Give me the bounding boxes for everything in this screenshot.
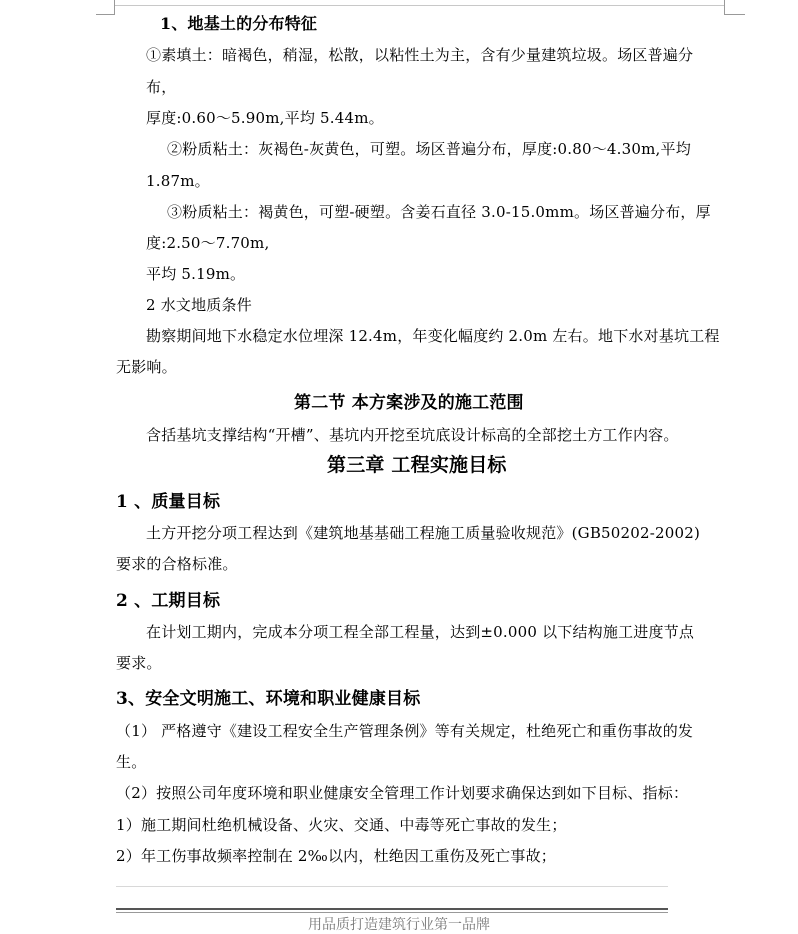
paragraph-line: 勘察期间地下水稳定水位埋深 12.4m，年变化幅度约 2.0m 左右。地下水对基坑工程 [146, 327, 720, 345]
paragraph-line: ①素填土：暗褐色，稍湿，松散，以粘性土为主，含有少量建筑垃圾。场区普遍分 [146, 46, 694, 64]
paragraph-line: （1） 严格遵守《建设工程安全生产管理条例》等有关规定，杜绝死亡和重伤事故的发 [116, 722, 694, 740]
goal-heading: 1 、质量目标 [116, 492, 221, 512]
paragraph-line: ③粉质粘土：褐黄色，可塑-硬塑。含姜石直径 3.0-15.0mm。场区普遍分布，厚 [167, 203, 711, 221]
paragraph-line: （2）按照公司年度环境和职业健康安全管理工作计划要求确保达到如下目标、指标： [116, 784, 689, 802]
paragraph-line: 生。 [116, 753, 147, 771]
crop-mark-right [725, 14, 745, 15]
footer-rule-thin [116, 912, 668, 913]
goal-heading: 3、安全文明施工、环境和职业健康目标 [116, 689, 421, 709]
footer-slogan: 用品质打造建筑行业第一品牌 [308, 917, 490, 933]
section-title: 2 水文地质条件 [146, 296, 252, 314]
footer-box [116, 886, 668, 907]
section-heading: 第二节 本方案涉及的施工范围 [294, 393, 524, 413]
paragraph-line: 无影响。 [116, 358, 177, 376]
header-line [115, 5, 724, 6]
paragraph-line: 平均 5.19m。 [146, 265, 246, 283]
paragraph-line: 1.87m。 [146, 172, 210, 190]
section-title: 1、地基土的分布特征 [160, 14, 318, 33]
paragraph-line: 2）年工伤事故频率控制在 2‰以内，杜绝因工重伤及死亡事故； [116, 847, 556, 865]
paragraph-line: 在计划工期内，完成本分项工程全部工程量，达到±0.000 以下结构施工进度节点 [146, 623, 695, 641]
paragraph-line: 度:2.50～7.70m, [146, 234, 270, 252]
paragraph-line: 含括基坑支撑结构“开槽”、基坑内开挖至坑底设计标高的全部挖土方工作内容。 [146, 426, 679, 444]
crop-mark-right-v [724, 0, 725, 15]
crop-mark-left [96, 14, 114, 15]
paragraph-line: 要求的合格标准。 [116, 555, 238, 573]
paragraph-line: 厚度:0.60～5.90m,平均 5.44m。 [146, 109, 384, 127]
crop-mark-left-v [114, 0, 115, 15]
paragraph-line: 土方开挖分项工程达到《建筑地基基础工程施工质量验收规范》(GB50202-2002) [146, 524, 701, 542]
paragraph-line: 1）施工期间杜绝机械设备、火灾、交通、中毒等死亡事故的发生； [116, 816, 567, 834]
chapter-heading: 第三章 工程实施目标 [327, 454, 507, 476]
paragraph-line: 布， [146, 78, 177, 96]
goal-heading: 2 、工期目标 [116, 591, 221, 611]
footer-rule [116, 908, 668, 910]
paragraph-line: ②粉质粘土：灰褐色-灰黄色，可塑。场区普遍分布，厚度:0.80～4.30m,平均 [167, 140, 691, 158]
paragraph-line: 要求。 [116, 654, 162, 672]
